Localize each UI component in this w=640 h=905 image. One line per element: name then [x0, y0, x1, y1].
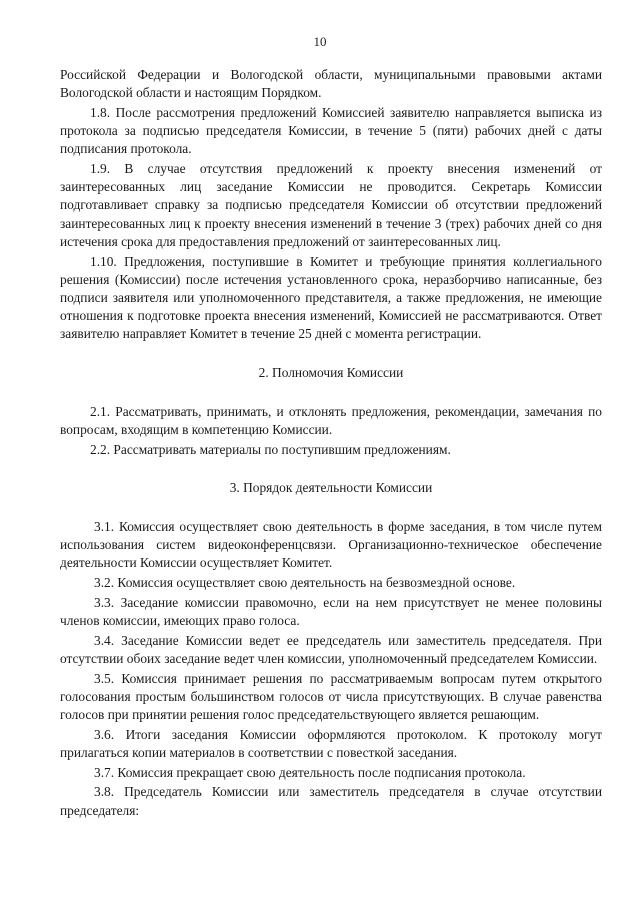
section-3-heading: 3. Порядок деятельности Комиссии [229, 479, 433, 495]
page-number: 10 [313, 34, 327, 49]
paragraph-1-10: 1.10. Предложения, поступившие в Комитет и требующие принятия коллегиального решения (Комиссии) после истечения установленного срока, неразборчиво написанные, без подписи заявителя или уполномоченного представителя, а также предложения, не имеющие отношения к подготовке проекта внесения изменений, Комиссией не рассматриваются. Ответ заявителю направляет Комитет в течение 25 дней с момента регистрации. [60, 253, 602, 342]
paragraph-3-6: 3.6. Итоги заседания Комиссии оформляются протоколом. К протоколу могут прилагаться копии материалов в соответствии с повесткой заседания. [60, 726, 602, 760]
document-body [60, 66, 602, 821]
paragraph-3-4: 3.4. Заседание Комиссии ведет ее председатель или заместитель председателя. При отсутствии обоих заседание ведет член комиссии, уполномоченный председателем Комиссии. [60, 632, 602, 666]
paragraph-3-2: 3.2. Комиссия осуществляет свою деятельность на безвозмездной основе. [94, 575, 516, 591]
paragraph-3-1: 3.1. Комиссия осуществляет свою деятельность в форме заседания, в том числе путем использования систем видеоконференцсвязи. Организационно-техническое обеспечение деятельности Комиссии осуществляет Комитет. [60, 519, 602, 571]
section-2-heading: 2. Полномочия Комиссии [258, 364, 404, 380]
paragraph-3-5: 3.5. Комиссия принимает решения по рассматриваемым вопросам путем открытого голосования простым большинством голосов от числа присутствующих. В случае равенства голосов при принятии решения голос председательствующего является решающим. [60, 670, 602, 723]
paragraph-1-8: 1.8. После рассмотрения предложений Комиссией заявителю направляется выписка из протокола за подписью председателя Комиссии, в течение 5 (пяти) рабочих дней с даты подписания протокола. [60, 104, 602, 157]
paragraph-3-3: 3.3. Заседание комиссии правомочно, если на нем присутствует не менее половины членов комиссии, имеющих право голоса. [60, 594, 602, 629]
paragraph-1-9: 1.9. В случае отсутствия предложений к проекту внесения изменений от заинтересованных лиц заседание Комиссии не проводится. Секретарь Комиссии подготавливает справку за подписью председателя Комиссии об отсутствии предложений заинтересованных лиц к проекту внесения изменений в течение 3 (трех) рабочих дней со дня истечения срока для предоставления предложений от заинтересованных лиц. [60, 161, 602, 249]
paragraph-2-2: 2.2. Рассматривать материалы по поступившим предложениям. [90, 441, 451, 457]
paragraph-2-1: 2.1. Рассматривать, принимать, и отклонять предложения, рекомендации, замечания по вопросам, входящим в компетенцию Комиссии. [60, 403, 602, 437]
paragraph-continuation: Российской Федерации и Вологодской области, муниципальными правовыми актами Вологодской области и настоящим Порядком. [60, 67, 602, 101]
paragraph-3-7: 3.7. Комиссия прекращает свою деятельность после подписания протокола. [94, 764, 526, 780]
paragraph-3-8: 3.8. Председатель Комиссии или заместитель председателя в случае отсутствии председателя: [60, 784, 602, 818]
